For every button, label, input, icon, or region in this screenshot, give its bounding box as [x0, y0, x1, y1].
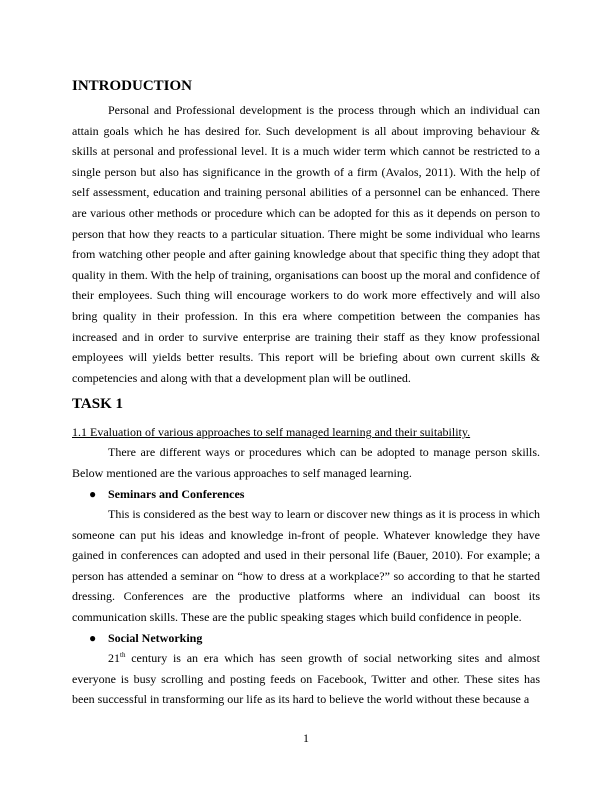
- bullet-social-networking: [72, 628, 540, 649]
- bullet-seminars: [72, 484, 540, 505]
- social-networking-paragraph: [72, 648, 540, 710]
- task1-heading: TASK 1: [72, 396, 123, 413]
- century-suffix: th: [120, 651, 126, 660]
- bullet-dot: ●: [89, 630, 97, 645]
- page-number: 1: [303, 731, 309, 745]
- introduction-heading: INTRODUCTION: [72, 78, 193, 94]
- bullet-seminars-title: Seminars and Conferences: [108, 486, 245, 501]
- century-number: 21: [108, 651, 120, 666]
- page-content: [72, 76, 540, 710]
- bullet-dot: ●: [89, 486, 97, 501]
- task1-intro-paragraph: There are different ways or procedures which can be adopted to manage person skills. Below mentioned are the various approaches to self managed learning.: [72, 445, 540, 480]
- social-networking-text: century is an era which has seen growth of social networking sites and almost everyone is busy scrolling and posting feeds on Facebook, Twitter and other. These sites has been successful in transforming our life as its hard to believe the world without these because a: [72, 651, 540, 707]
- section-1-1-subheading: 1.1 Evaluation of various approaches to self managed learning and their suitability.: [72, 425, 471, 440]
- introduction-paragraph: Personal and Professional development is the process through which an individual can attain goals which he has desired for. Such development is all about improving behaviour & skills at personal and professional level. It is a much wider term which cannot be restricted to a single person but also has significance in the growth of a firm (Avalos, 2011). With the help of self assessment, education and training personal abilities of a personnel can be enhanced. There are various other methods or procedure which can be adopted for this as it depends on person to person that how they reacts to a particular situation. There might be some individual who learns from watching other people and after gaining knowledge about that specific thing they adopt that quality in them. With the help of training, organisations can boost up the moral and confidence of their employees. Such thing will encourage workers to do work more effectively and will also bring quality in their profession. In this era where competition between the companies has increased and in order to survive enterprise are training their staff as they know professional employees will yields better results. This report will be briefing about own current skills & competencies and along with that a development plan will be outlined.: [72, 103, 540, 385]
- seminars-paragraph: This is considered as the best way to learn or discover new things as it is process in which someone can put his ideas and knowledge in-front of people. Whatever knowledge they have gained in conferences can adopted and used in their personal life (Bauer, 2010). For example; a person has attended a seminar on “how to dress at a workplace?” so according to that he started dressing. Conferences are the productive platforms where an individual can boost its communication skills. These are the public speaking stages which build confidence in people.: [72, 507, 540, 625]
- bullet-social-networking-title: Social Networking: [108, 630, 203, 645]
